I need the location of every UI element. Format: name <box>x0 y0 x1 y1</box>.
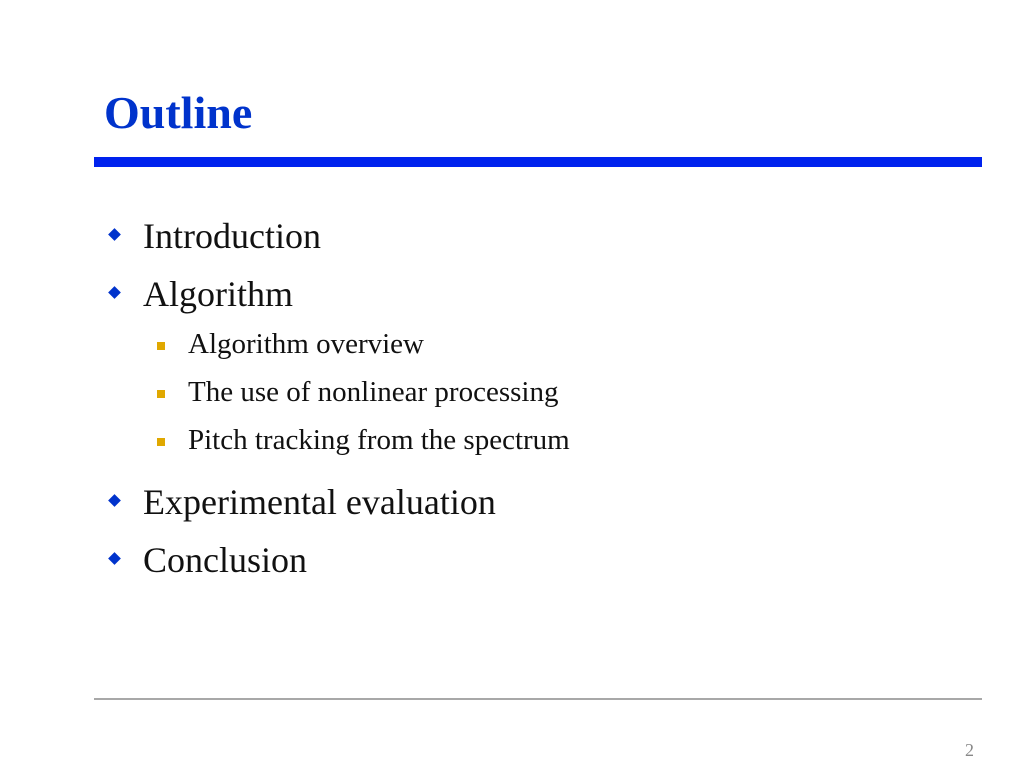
bullet-item <box>108 538 968 596</box>
diamond-bullet-icon <box>108 552 121 565</box>
diamond-bullet-icon <box>108 494 121 507</box>
sub-bullet-text: The use of nonlinear processing <box>188 376 559 408</box>
bullet-text: Conclusion <box>143 540 308 580</box>
bullet-list <box>108 214 968 596</box>
sub-bullet-item <box>108 422 968 470</box>
footer-divider <box>94 698 982 700</box>
bullet-text: Experimental evaluation <box>143 482 496 522</box>
bullet-item <box>108 214 968 272</box>
bullet-text: Introduction <box>143 216 321 256</box>
sub-bullet-list <box>108 326 968 470</box>
page-number: 2 <box>965 740 974 760</box>
sub-bullet-item <box>108 326 968 374</box>
square-bullet-icon <box>157 342 165 350</box>
bullet-item <box>108 480 968 538</box>
slide-title: Outline <box>104 87 253 138</box>
diamond-bullet-icon <box>108 228 121 241</box>
sub-bullet-text: Pitch tracking from the spectrum <box>188 424 570 456</box>
sub-bullet-text: Algorithm overview <box>188 328 424 360</box>
square-bullet-icon <box>157 390 165 398</box>
sub-bullet-item <box>108 374 968 422</box>
bullet-text: Algorithm <box>143 274 293 314</box>
square-bullet-icon <box>157 438 165 446</box>
title-underline <box>94 157 982 167</box>
bullet-item <box>108 272 968 330</box>
diamond-bullet-icon <box>108 286 121 299</box>
